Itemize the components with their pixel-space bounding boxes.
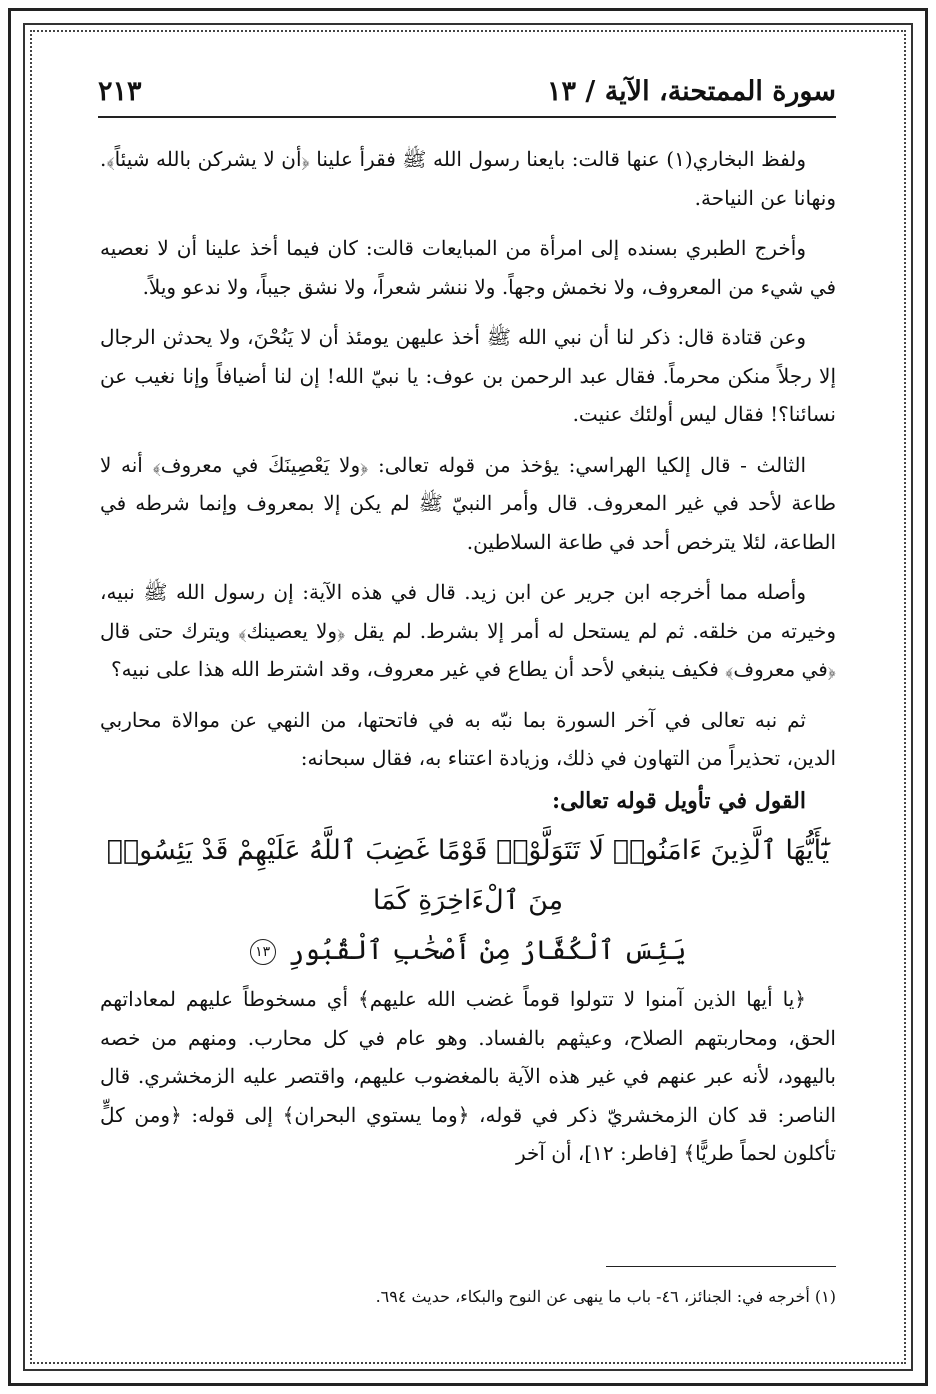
verse-number-marker: ١٣	[250, 939, 276, 965]
page-body	[100, 140, 836, 1185]
commentary-paragraph: ﴿يا أيها الذين آمنوا لا تتولوا قوماً غضب الله عليهم﴾ أي مسخوطاً عليهم لمعاداتهم الحق، ومحاربتهم الصلاح، وعيثهم بالفساد. وهو عام في كل محارب. ومنهم من خصه باليهود، لأنه عبر عنهم في غير هذه الآية بالمغضوب عليهم، واقتصر عليه الزمخشري. قال الناصر: قد كان الزمخشريّ ذكر في قوله، ﴿وما يستوي البحران﴾ إلى قوله: ﴿ومن كلٍّ تأكلون لحماً طريًّا﴾ [فاطر: ١٢]، أن آخر	[100, 987, 836, 1165]
footnote-separator	[606, 1266, 836, 1267]
paragraph: ولفظ البخاري(١) عنها قالت: بايعنا رسول الله ﷺ فقرأ علينا ﴿أن لا يشركن بالله شيئاً﴾. ونهانا عن النياحة.	[100, 147, 836, 210]
paragraph: ثم نبه تعالى في آخر السورة بما نبّه به في فاتحتها، من النهي عن موالاة محاربي الدين، تحذيراً من التهاون في ذلك، وزيادة اعتناء به، فقال سبحانه:	[100, 707, 836, 770]
chapter-title: سورة الممتحنة، الآية / ١٣	[547, 76, 836, 107]
section-heading: القول في تأويل قوله تعالى:	[552, 787, 806, 814]
page-number: ٢١٣	[98, 76, 142, 107]
paragraph: وعن قتادة قال: ذكر لنا أن نبي الله ﷺ أخذ عليهن يومئذ أن لا يَنُحْنَ، ولا يحدثن الرجال إلا رجلاً منكن محرماً. فقال عبد الرحمن بن عوف: يا نبيّ الله! إن لنا أضيافاً وإنا نغيب عن نسائنا؟! فقال ليس أولئك عنيت.	[100, 325, 836, 426]
quran-verse	[100, 826, 836, 976]
paragraph: وأصله مما أخرجه ابن جرير عن ابن زيد. قال في هذه الآية: إن رسول الله ﷺ نبيه، وخيرته من خلقه. ثم لم يستحل له أمر إلا بشرط. لم يقل ﴿ولا يعصينك﴾ ويترك حتى قال ﴿في معروف﴾ فكيف ينبغي لأحد أن يطاع في غير معروف، وقد اشترط الله هذا على نبيه؟	[100, 580, 836, 681]
verse-line-2	[100, 926, 836, 976]
footnote: (١) أخرجه في: الجنائز، ٤٦- باب ما ينهى عن النوح والبكاء، حديث ٦٩٤.	[375, 1287, 836, 1306]
paragraph: الثالث - قال إلكيا الهراسي: يؤخذ من قوله تعالى: ﴿ولا يَعْصِينَكَ في معروف﴾ أنه لا طاعة لأحد في غير المعروف. قال وأمر النبيّ ﷺ لم يكن إلا بمعروف وإنما شرطه في الطاعة، لئلا يترخص أحد في طاعة السلاطين.	[100, 452, 836, 554]
running-header	[98, 70, 836, 118]
paragraph: وأخرج الطبري بسنده إلى امرأة من المبايعات قالت: كان فيما أخذ علينا أن لا نعصيه في شيء من المعروف، ولا نخمش وجهاً. ولا ننشر شعراً، ولا نشق جيباً، ولا ندعو ويلاً.	[100, 236, 836, 299]
verse-line-1: يَٰٓأَيُّهَا ٱلَّذِينَ ءَامَنُوا۟ لَا تَتَوَلَّوْا۟ قَوْمًا غَضِبَ ٱللَّهُ عَلَيْهِمْ قَدْ يَئِسُوا۟ مِنَ ٱلْءَاخِرَةِ كَمَا	[106, 835, 830, 916]
verse-line-2-text: يَئِسَ ٱلْكُفَّارُ مِنْ أَصْحَٰبِ ٱلْقُبُورِ	[288, 935, 687, 966]
